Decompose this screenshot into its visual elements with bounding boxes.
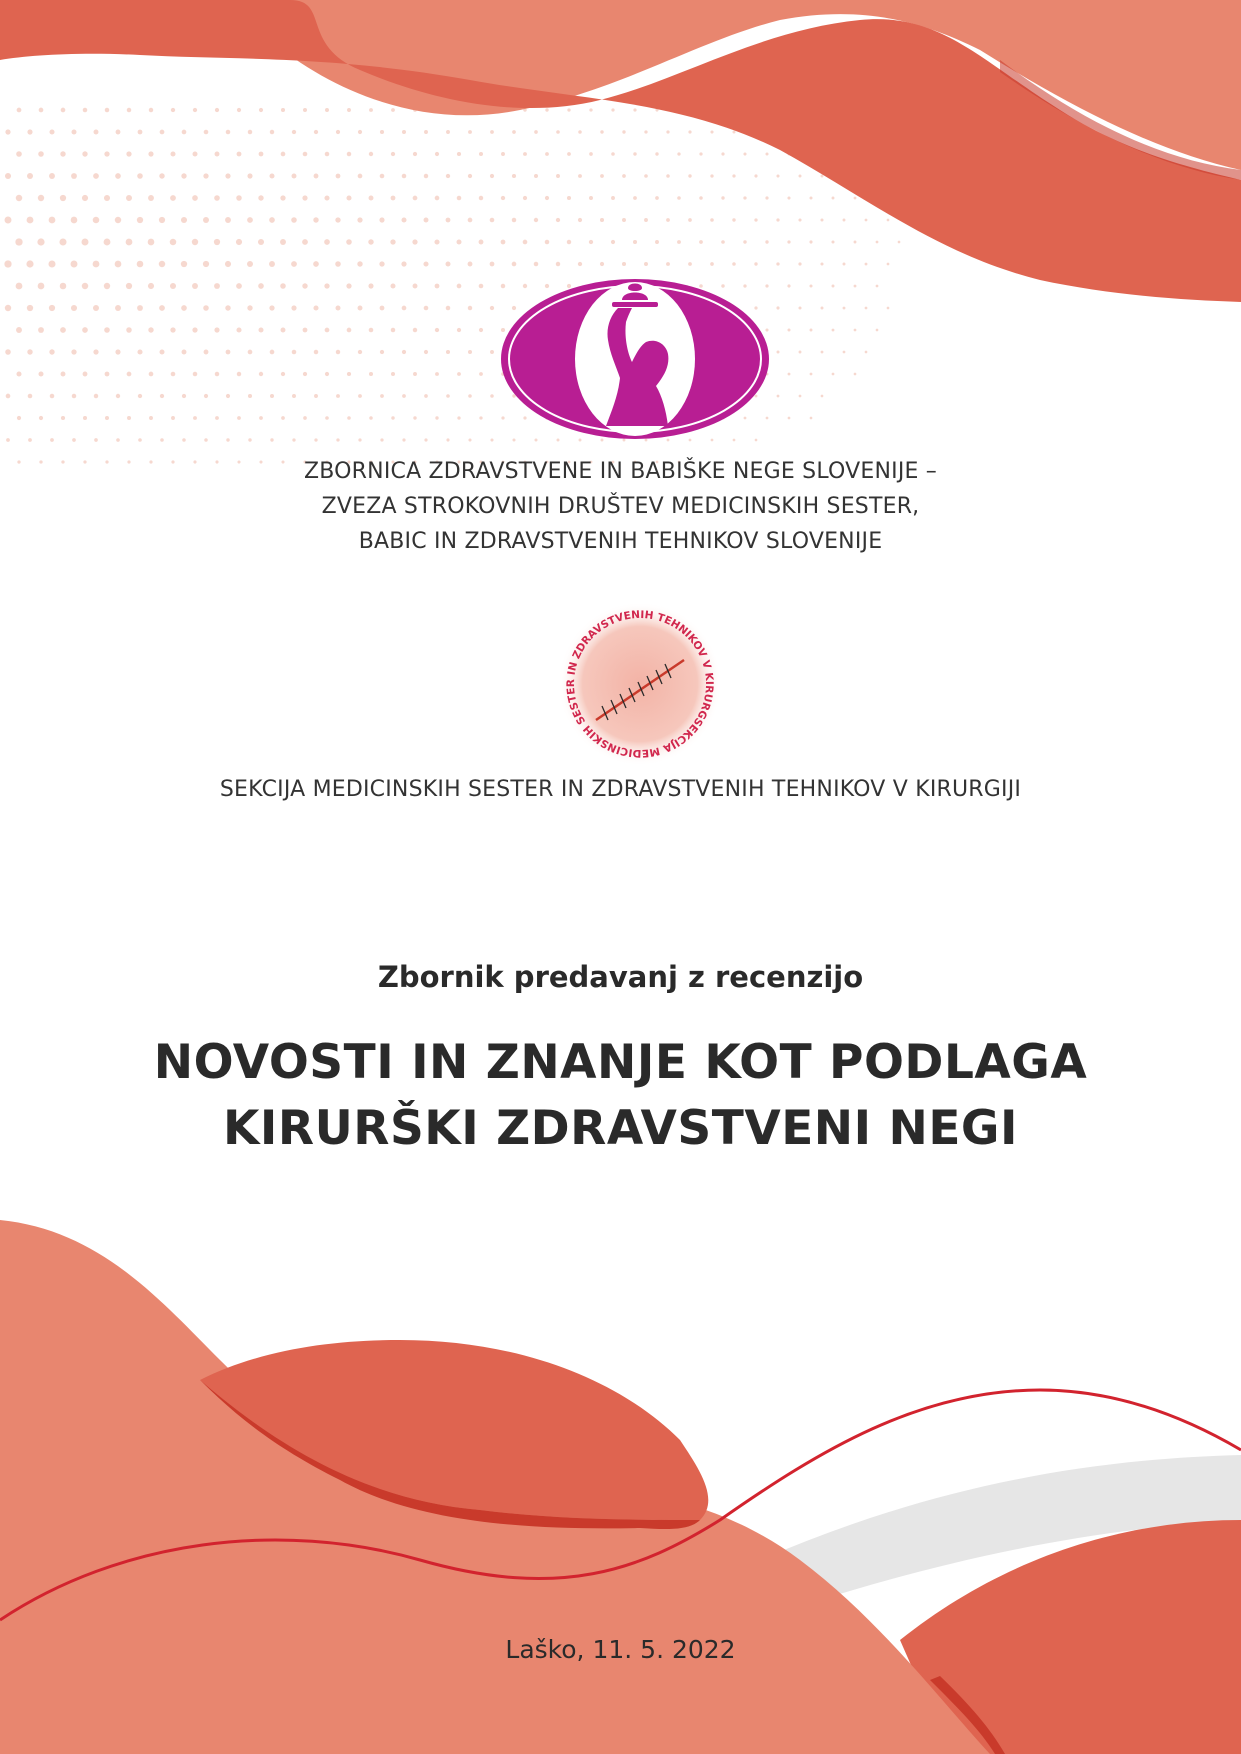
org-line-2: ZVEZA STROKOVNIH DRUŠTEV MEDICINSKIH SESTER, xyxy=(321,494,920,519)
org-line-3: BABIC IN ZDRAVSTVENIH TEHNIKOV SLOVENIJE xyxy=(358,529,883,554)
date-location: Laško, 11. 5. 2022 xyxy=(505,1635,736,1664)
title-line-1: NOVOSTI IN ZNANJE KOT PODLAGA xyxy=(153,1035,1088,1090)
nurse-emblem-icon xyxy=(500,278,770,440)
organization-name xyxy=(0,454,1241,559)
surgical-suture-icon xyxy=(556,600,724,768)
section-name: SEKCIJA MEDICINSKIH SESTER IN ZDRAVSTVENIH TEHNIKOV V KIRURGIJI xyxy=(219,777,1022,802)
document-title xyxy=(0,1030,1241,1162)
org-line-1: ZBORNICA ZDRAVSTVENE IN BABIŠKE NEGE SLOVENIJE – xyxy=(303,459,938,484)
title-line-2: KIRURŠKI ZDRAVSTVENI NEGI xyxy=(223,1101,1018,1156)
document-subtitle: Zbornik predavanj z recenzijo xyxy=(377,960,864,994)
section-logo-ring-text: SEKCIJA MEDICINSKIH SESTER IN ZDRAVSTVENIH TEHNIKOV V KIRURGIJI xyxy=(564,608,716,760)
